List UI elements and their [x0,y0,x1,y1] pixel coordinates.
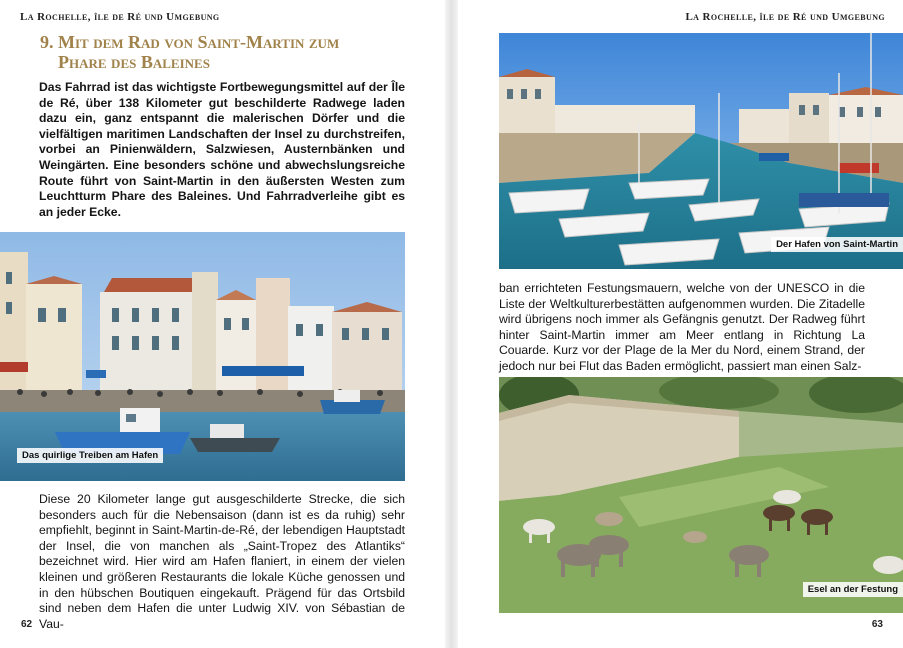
book-gutter [445,0,458,648]
intro-paragraph: Das Fahrrad ist das wichtigste Fortbewegungsmittel auf der Île de Ré, über 138 Kilometer gut beschilderte Radwege laden dazu ein, ganz entspannt die malerischen Dörfer und die vielfältigen maritimen Landschaften der Insel zu durchstreifen, vorbei an Pinienwäldern, Salzwiesen, Austernbänken und Weingärten. Eine besonders schöne und abwechslungsreiche Route führt von Saint-Martin in den äußersten Westen zum Leuchtturm Phare des Baleines. Und Fahrradverleihe gibt es an jeder Ecke. [39,80,405,219]
page-number-right: 63 [871,619,883,630]
donkeys-fortress-photo [499,377,903,613]
left-page [0,0,445,648]
running-head-left: La Rochelle, île de Ré und Umgebung [20,11,220,23]
page-number-left: 62 [21,619,33,630]
body-text-right: ban errichteten Festungsmauern, welche von der UNESCO in die Liste der Weltkulturerbestätten aufgenommen wurden. Die Zitadelle wird übrigens noch immer als Gefängnis genutzt. Der Radweg führt hinter Saint-Martin immer am Meer entlang in Richtung La Couarde. Kurz vor der Plage de la Mer du Nord, einem Strand, der jedoch nur bei Flut das Baden ermöglicht, passiert man einen Salz- [499,281,865,373]
body-text-left: Diese 20 Kilometer lange gut ausgeschilderte Strecke, die sich besonders auch für die Nebensaison (dann ist es da ruhig) sehr empfiehlt, beginnt in Saint-Martin-de-Ré, der lebendigen Hauptstadt der Insel, die von manchen als „Saint-Tropez des Atlantiks“ bezeichnet wird. Hier wird am Hafen flaniert, in einem der vielen kleinen und größeren Restaurants die lokale Küche genossen und in den hübschen Boutiquen eingekauft. Prägend für das Ortsbild sind neben dem Hafen die unter Ludwig XIV. von Sébastian de Vau- [39,492,405,631]
chapter-title-line1: 9. Mit dem Rad von Saint-Martin zum [40,32,340,52]
harbor-photo [0,232,405,481]
donkeys-photo-caption: Esel an der Festung [803,582,903,597]
right-page [458,0,903,648]
harbor-photo-caption: Das quirlige Treiben am Hafen [17,448,163,463]
running-head-right: La Rochelle, île de Ré und Umgebung [685,11,885,23]
saint-martin-harbor-photo [499,33,903,269]
chapter-title [40,32,420,72]
saint-martin-photo-caption: Der Hafen von Saint-Martin [771,237,903,252]
chapter-title-line2: Phare des Baleines [58,52,210,72]
